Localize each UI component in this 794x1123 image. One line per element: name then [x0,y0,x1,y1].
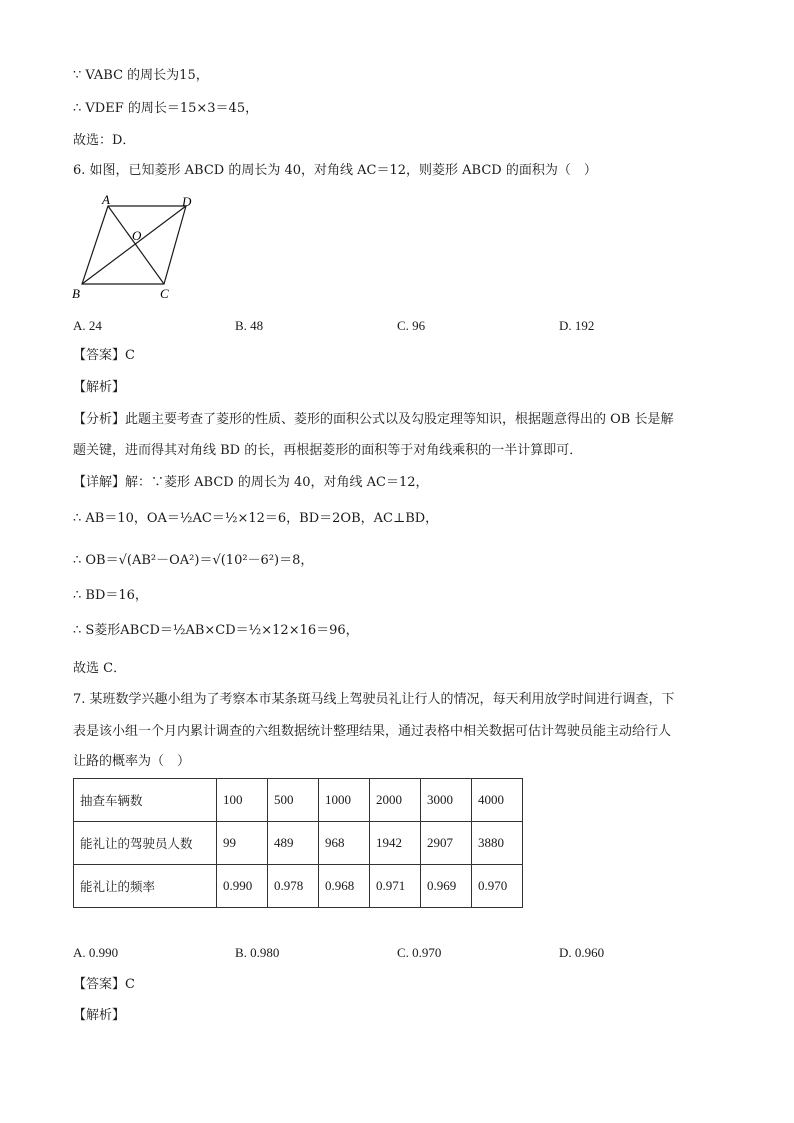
table-row [74,822,523,865]
question-7-line-3: 让路的概率为（ ） [73,754,191,769]
survey-table [73,778,523,908]
question-7-line-1: 7. 某班数学兴趣小组为了考察本市某条斑马线上驾驶员礼让行人的情况，每天利用放学时间进行调查，下 [73,692,675,707]
analysis-header-7: 【解析】 [73,1008,126,1023]
conclusion-6: 故选 C． [73,661,127,676]
line-2: ∴ VDEF 的周长＝15×3＝45， [73,101,259,116]
figure-label-o: O [132,228,142,243]
table-row [74,779,523,822]
table-cell: 2000 [370,779,421,822]
table-cell: 500 [268,779,319,822]
table-row [74,865,523,908]
table-cell: 0.968 [319,865,370,908]
table-cell: 3880 [472,822,523,865]
q6-option-c: C. 96 [397,318,426,333]
table-cell: 0.969 [421,865,472,908]
q7-option-b: B. 0.980 [235,945,280,960]
detail-line: 【详解】解：∵菱形 ABCD 的周长为 40，对角线 AC＝12， [73,475,429,490]
question-6-text: 6. 如图，已知菱形 ABCD 的周长为 40，对角线 AC＝12，则菱形 ABCD 的面积为（ ） [73,163,597,178]
analysis-header-6: 【解析】 [73,380,126,395]
figure-label-a: A [102,192,110,207]
q7-option-d: D. 0.960 [559,945,605,960]
text-line [73,99,258,119]
table-cell: 2907 [421,822,472,865]
q6-option-b: B. 48 [235,318,264,333]
table-cell: 0.990 [217,865,268,908]
solution-step-2: ∴ OB＝√(AB²－OA²)＝√(10²－6²)＝8， [73,553,314,568]
table-cell: 99 [217,822,268,865]
line-1: ∵ VABC 的周长为15， [73,68,209,83]
figure-label-d: D [182,194,192,209]
table-row-label: 能礼让的驾驶员人数 [74,822,217,865]
table-cell: 0.970 [472,865,523,908]
q6-option-d: D. 192 [559,318,595,333]
q7-option-c: C. 0.970 [397,945,442,960]
solution-step-1: ∴ AB＝10，OA＝½AC＝½×12＝6，BD＝2OB，AC⊥BD， [73,511,439,526]
rhombus-figure [66,192,206,304]
solution-step-3: ∴ BD＝16， [73,588,148,603]
solution-step-4: ∴ S菱形ABCD＝½AB×CD＝½×12×16＝96， [73,623,359,638]
table-cell: 100 [217,779,268,822]
text-line [73,131,135,151]
table-cell: 1000 [319,779,370,822]
table-row-label: 能礼让的频率 [74,865,217,908]
table-cell: 0.971 [370,865,421,908]
analysis-line-1: 【分析】此题主要考查了菱形的性质、菱形的面积公式以及勾股定理等知识，根据题意得出的 OB 长是解 [73,412,674,427]
figure-label-c: C [160,286,169,301]
q6-option-a: A. 24 [73,318,102,333]
answer-7: 【答案】C [73,977,135,992]
figure-label-b: B [72,286,80,301]
table-cell: 3000 [421,779,472,822]
answer-6: 【答案】C [73,348,135,363]
q7-option-a: A. 0.990 [73,945,119,960]
table-cell: 4000 [472,779,523,822]
table-cell: 489 [268,822,319,865]
text-line [73,66,209,86]
table-row-label: 抽查车辆数 [74,779,217,822]
table-cell: 1942 [370,822,421,865]
table-cell: 968 [319,822,370,865]
analysis-line-2: 题关键，进而得其对角线 BD 的长，再根据菱形的面积等于对角线乘积的一半计算即可． [73,443,583,458]
question-7-line-2: 表是该小组一个月内累计调查的六组数据统计整理结果，通过表格中相关数据可估计驾驶员能主动给行人 [73,724,672,739]
table-cell: 0.978 [268,865,319,908]
line-3: 故选：D． [73,133,136,148]
question-6 [73,161,597,181]
